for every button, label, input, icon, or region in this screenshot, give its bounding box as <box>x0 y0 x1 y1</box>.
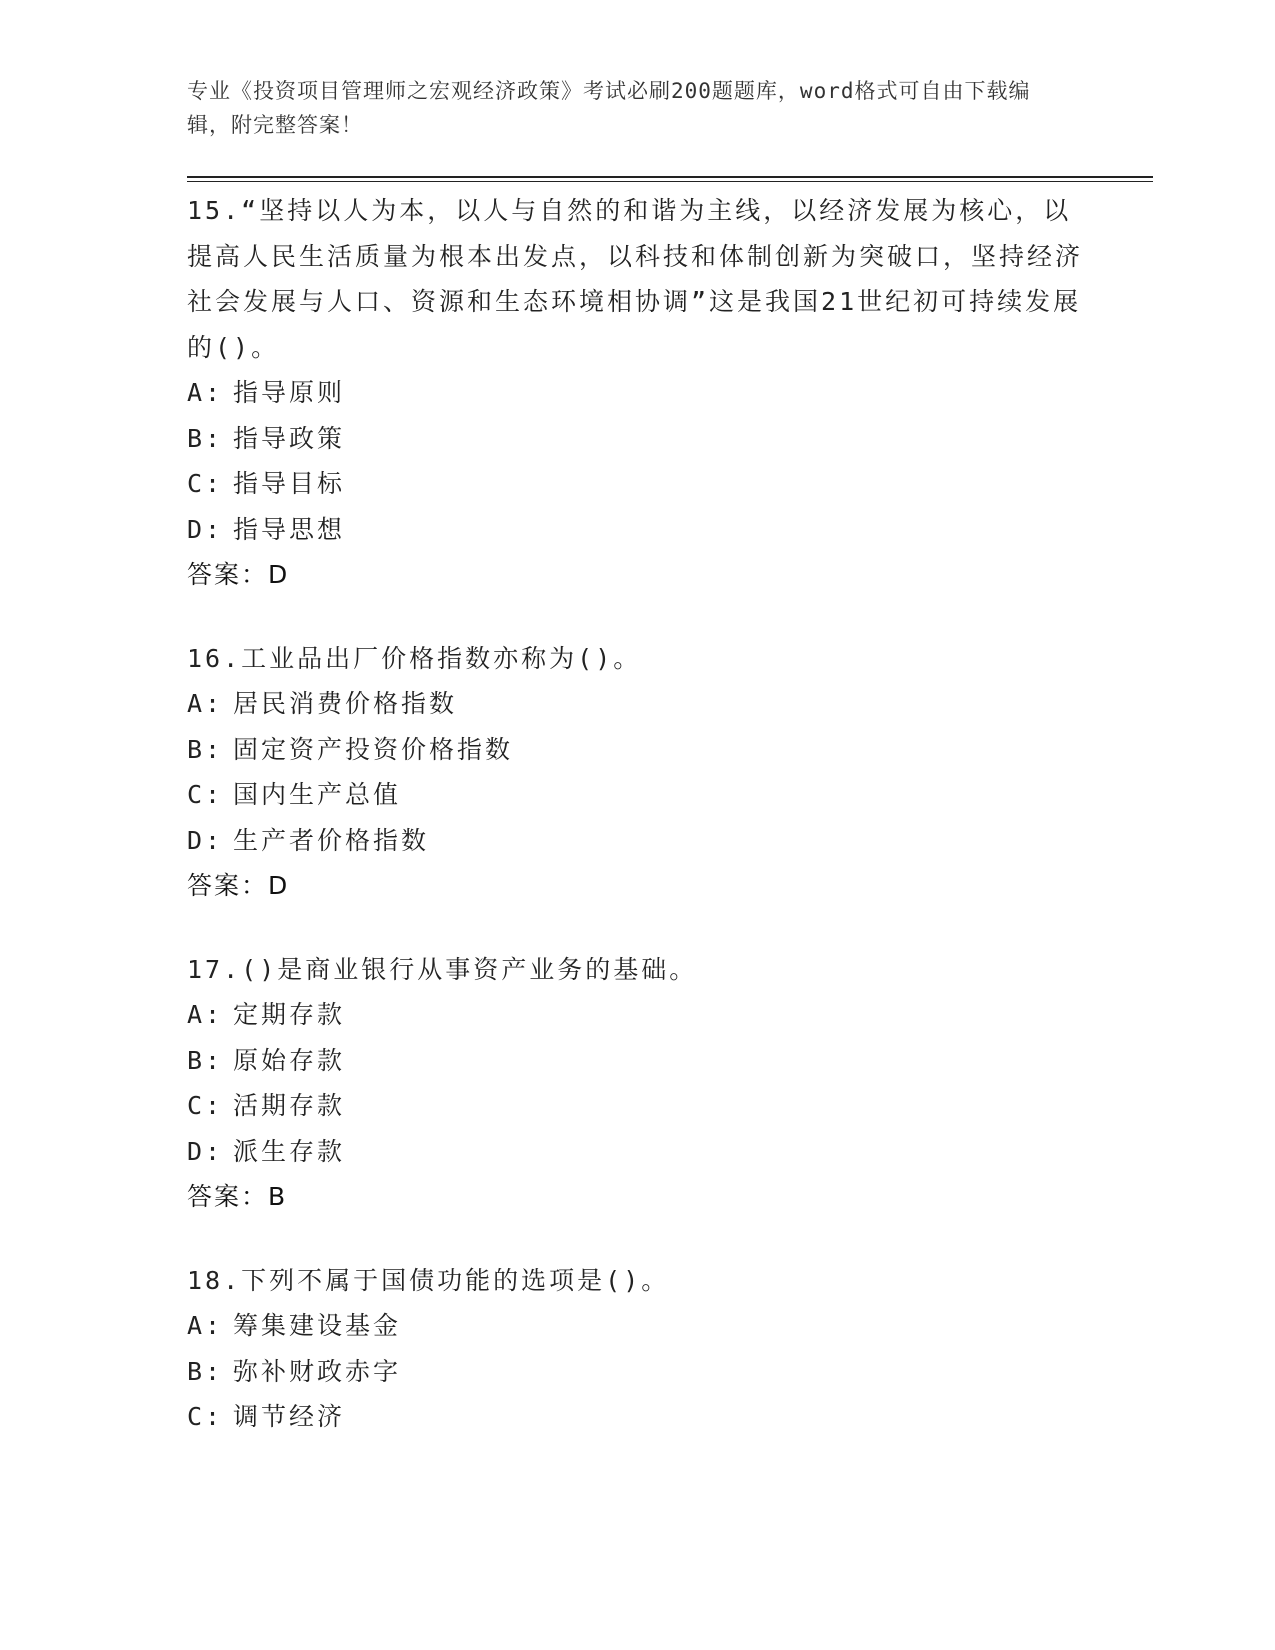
option-c <box>187 772 1087 818</box>
option-b <box>187 1038 1087 1084</box>
option-text: 派生存款 <box>233 1136 346 1166</box>
question-number: 18. <box>187 1265 242 1295</box>
option-c <box>187 461 1087 507</box>
option-d <box>187 507 1087 553</box>
option-letter: A: <box>187 1000 224 1029</box>
option-text: 指导政策 <box>233 423 346 453</box>
option-letter: B: <box>187 734 224 764</box>
option-letter: A: <box>187 689 224 718</box>
header-title: 专业《投资项目管理师之宏观经济政策》考试必刷200题题库，word格式可自由下载编辑，附完整答案！ <box>187 79 1031 137</box>
option-text: 固定资产投资价格指数 <box>233 734 514 764</box>
option-c <box>187 1083 1087 1129</box>
option-letter: C: <box>187 1091 224 1120</box>
option-letter: C: <box>187 780 224 809</box>
option-letter: D: <box>187 825 224 855</box>
page-header <box>187 74 1067 142</box>
question-15 <box>187 188 1087 598</box>
option-letter: D: <box>187 1136 224 1166</box>
question-stem: 工业品出厂价格指数亦称为()。 <box>241 643 642 673</box>
question-stem: ()是商业银行从事资产业务的基础。 <box>241 954 698 984</box>
header-divider-thick <box>187 176 1153 178</box>
option-d <box>187 1129 1087 1175</box>
answer: 答案：D <box>187 560 290 589</box>
header-divider-thin <box>187 181 1153 182</box>
option-letter: B: <box>187 423 224 453</box>
option-a <box>187 370 1087 416</box>
option-letter: C: <box>187 469 224 498</box>
question-stem: “坚持以人为本，以人与自然的和谐为主线，以经济发展为核心，以提高人民生活质量为根本出发点，以科技和体制创新为突破口，坚持经济社会发展与人口、资源和生态环境相协调”这是我国21世纪初可持续发展的()。 <box>187 196 1084 362</box>
question-number: 16. <box>187 643 242 673</box>
question-list <box>187 188 1087 1478</box>
option-text: 筹集建设基金 <box>233 1311 402 1340</box>
option-c <box>187 1394 1087 1440</box>
question-text <box>187 947 1087 993</box>
question-text <box>187 188 1087 370</box>
option-text: 居民消费价格指数 <box>233 689 458 718</box>
question-number: 15. <box>187 196 242 225</box>
option-text: 原始存款 <box>233 1045 346 1075</box>
question-stem: 下列不属于国债功能的选项是()。 <box>241 1265 670 1295</box>
question-text <box>187 636 1087 682</box>
option-letter: C: <box>187 1402 224 1431</box>
answer: 答案：B <box>187 1182 288 1211</box>
option-letter: A: <box>187 378 224 407</box>
option-text: 定期存款 <box>233 1000 346 1029</box>
option-text: 国内生产总值 <box>233 780 402 809</box>
option-a <box>187 992 1087 1038</box>
option-letter: B: <box>187 1045 224 1075</box>
option-letter: A: <box>187 1311 224 1340</box>
question-18 <box>187 1258 1087 1440</box>
option-a <box>187 681 1087 727</box>
option-letter: D: <box>187 514 224 544</box>
option-a <box>187 1303 1087 1349</box>
option-text: 指导目标 <box>233 469 346 498</box>
question-number: 17. <box>187 954 242 984</box>
option-text: 弥补财政赤字 <box>233 1356 402 1386</box>
question-16 <box>187 636 1087 909</box>
option-text: 活期存款 <box>233 1091 346 1120</box>
option-text: 生产者价格指数 <box>233 825 430 855</box>
option-letter: B: <box>187 1356 224 1386</box>
option-b <box>187 1349 1087 1395</box>
answer: 答案：D <box>187 871 290 900</box>
option-text: 调节经济 <box>233 1402 346 1431</box>
option-text: 指导思想 <box>233 514 346 544</box>
option-text: 指导原则 <box>233 378 346 407</box>
question-17 <box>187 947 1087 1220</box>
option-b <box>187 416 1087 462</box>
option-d <box>187 818 1087 864</box>
question-text <box>187 1258 1087 1304</box>
option-b <box>187 727 1087 773</box>
